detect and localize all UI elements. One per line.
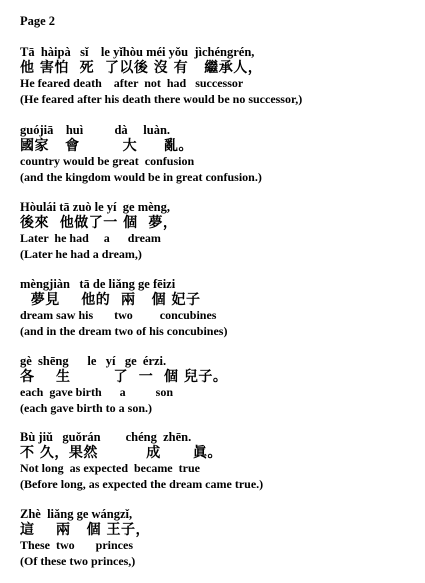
gloss-line: country would be great confusion [20, 154, 195, 168]
chinese-line: 夢見 他的 兩 個 妃子 [20, 291, 201, 308]
gloss-line: These two princes [20, 538, 133, 552]
sentence-block-2 [20, 123, 415, 185]
sentence-block-5 [20, 354, 415, 416]
gloss-line: each gave birth a son [20, 385, 173, 399]
translation-line: (Before long, as expected the dream came true.) [20, 476, 264, 491]
translation-line: (He feared after his death there would be no successor,) [20, 91, 303, 106]
sentence-block-4 [20, 277, 415, 339]
sentence-block-3 [20, 200, 415, 262]
chinese-line: 各 生 了 一 個 兒子。 [20, 368, 228, 385]
translation-line: (each gave birth to a son.) [20, 400, 152, 415]
pinyin-line: Hòulái tā zuò le yí ge mèng, [20, 200, 170, 214]
chinese-line: 後來 他做了一 個 夢， [20, 214, 178, 231]
sentence-block-1 [20, 45, 415, 107]
translation-line: (Of these two princes,) [20, 553, 136, 568]
chinese-line: 這 兩 個 王子， [20, 521, 150, 538]
chinese-line: 他 害怕 死 了以後 沒 有 繼承人， [20, 59, 263, 76]
pinyin-line: Bù jiǔ guǒrán chéng zhēn. [20, 430, 192, 444]
translation-line: (and in the dream two of his concubines) [20, 323, 228, 338]
pinyin-line: Zhè liǎng ge wángzǐ, [20, 507, 133, 521]
pinyin-line: guójiā huì dà luàn. [20, 123, 171, 137]
sentence-block-7 [20, 507, 415, 569]
pinyin-line: gè shēng le yí ge érzi. [20, 354, 167, 368]
chinese-line: 國家 會 大 亂。 [20, 137, 193, 154]
translation-line: (and the kingdom would be in great confusion.) [20, 169, 262, 184]
sentence-block-6 [20, 430, 415, 492]
page-label: Page 2 [20, 14, 56, 28]
gloss-line: Later he had a dream [20, 231, 161, 245]
pinyin-line: mèngjiàn tā de liǎng ge fēizi [20, 277, 176, 291]
gloss-line: dream saw his two concubines [20, 308, 217, 322]
chinese-line: 不 久，果然 成 眞。 [20, 444, 222, 461]
pinyin-line: Tā hàipà sǐ le yǐhòu méi yǒu jìchéngrén, [20, 45, 255, 59]
gloss-line: He feared death after not had successor [20, 76, 244, 90]
gloss-line: Not long as expected became true [20, 461, 200, 475]
translation-line: (Later he had a dream,) [20, 246, 142, 261]
